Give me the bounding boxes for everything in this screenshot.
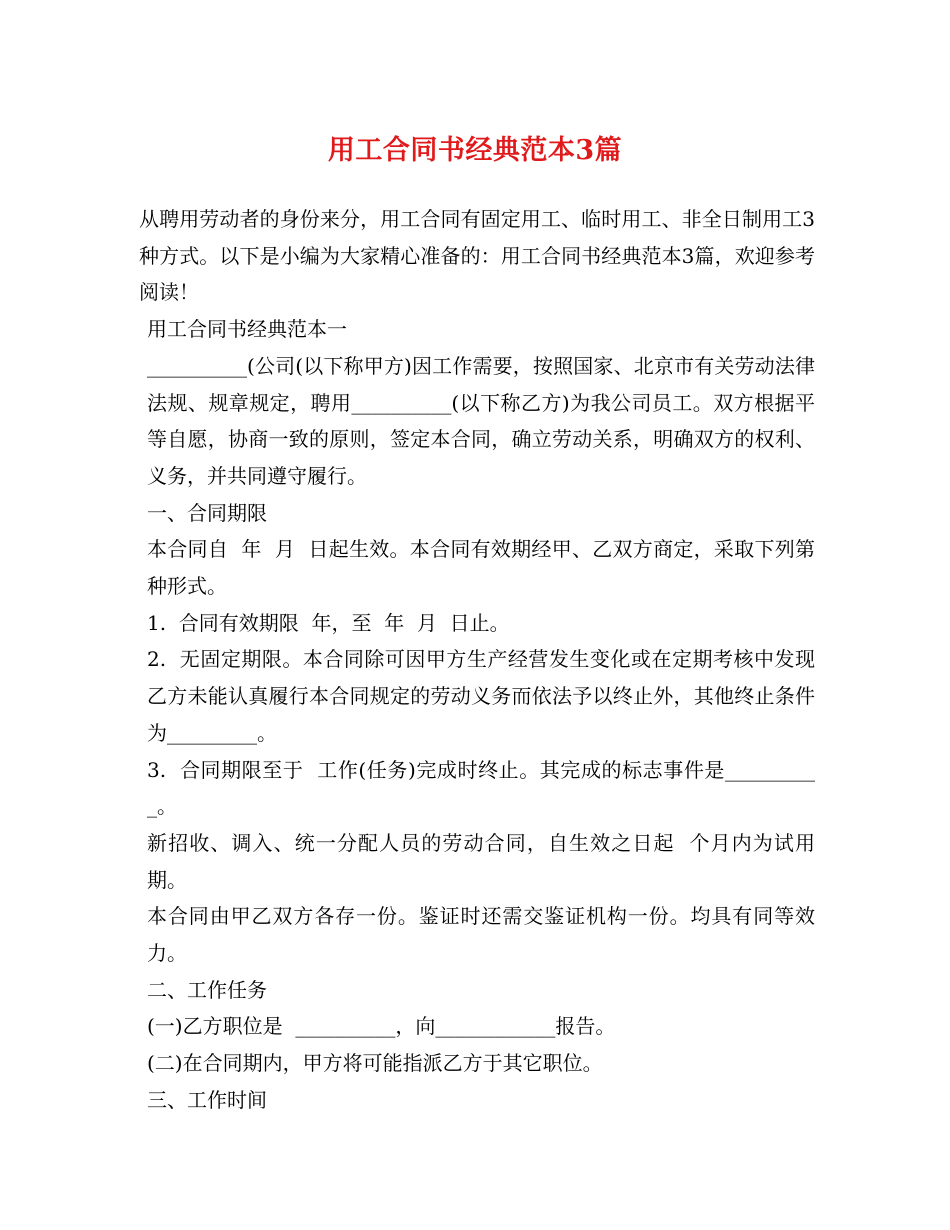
task-item-1: (一)乙方职位是 __________，向____________报告。 xyxy=(147,1014,616,1039)
document-body xyxy=(139,201,828,1119)
contract-preamble-paragraph: __________(公司(以下称甲方)因工作需要，按照国家、北京市有关劳动法律法规、规章规定，聘用__________(以下称乙方)为我公司员工。双方根据平等自愿，协商一致的原则，签定本合同，确立劳动关系，明确双方的权利、义务，并共同遵守履行。 xyxy=(147,353,815,488)
intro-paragraph: 从聘用劳动者的身份来分，用工合同有固定用工、临时用工、非全日制用工3种方式。以下是小编为大家精心准备的：用工合同书经典范本3篇，欢迎参考阅读！ xyxy=(139,207,815,305)
clause-heading-tasks: 二、工作任务 xyxy=(147,977,267,1002)
term-effective-paragraph: 本合同自 年 月 日起生效。本合同有效期经甲、乙双方商定，采取下列第 种形式。 xyxy=(147,537,828,599)
task-item-2: (二)在合同期内，甲方将可能指派乙方于其它职位。 xyxy=(147,1051,603,1076)
probation-paragraph: 新招收、调入、统一分配人员的劳动合同，自生效之日起 个月内为试用期。 xyxy=(147,830,815,892)
copies-paragraph: 本合同由甲乙双方各存一份。鉴证时还需交鉴证机构一份。均具有同等效力。 xyxy=(147,904,815,966)
section-heading-sample-one: 用工合同书经典范本一 xyxy=(147,317,347,342)
clause-heading-hours: 三、工作时间 xyxy=(147,1087,267,1112)
term-option-3: 3. 合同期限至于 工作(任务)完成时终止。其完成的标志事件是__________。 xyxy=(147,757,815,819)
term-option-1: 1. 合同有效期限 年，至 年 月 日止。 xyxy=(147,610,510,635)
term-option-2: 2. 无固定期限。本合同除可因甲方生产经营发生变化或在定期考核中发现乙方未能认真履行本合同规定的劳动义务而依法予以终止外，其他终止条件为_________。 xyxy=(147,647,815,745)
document-title: 用工合同书经典范本3篇 xyxy=(327,135,623,166)
clause-heading-term: 一、合同期限 xyxy=(147,500,267,525)
